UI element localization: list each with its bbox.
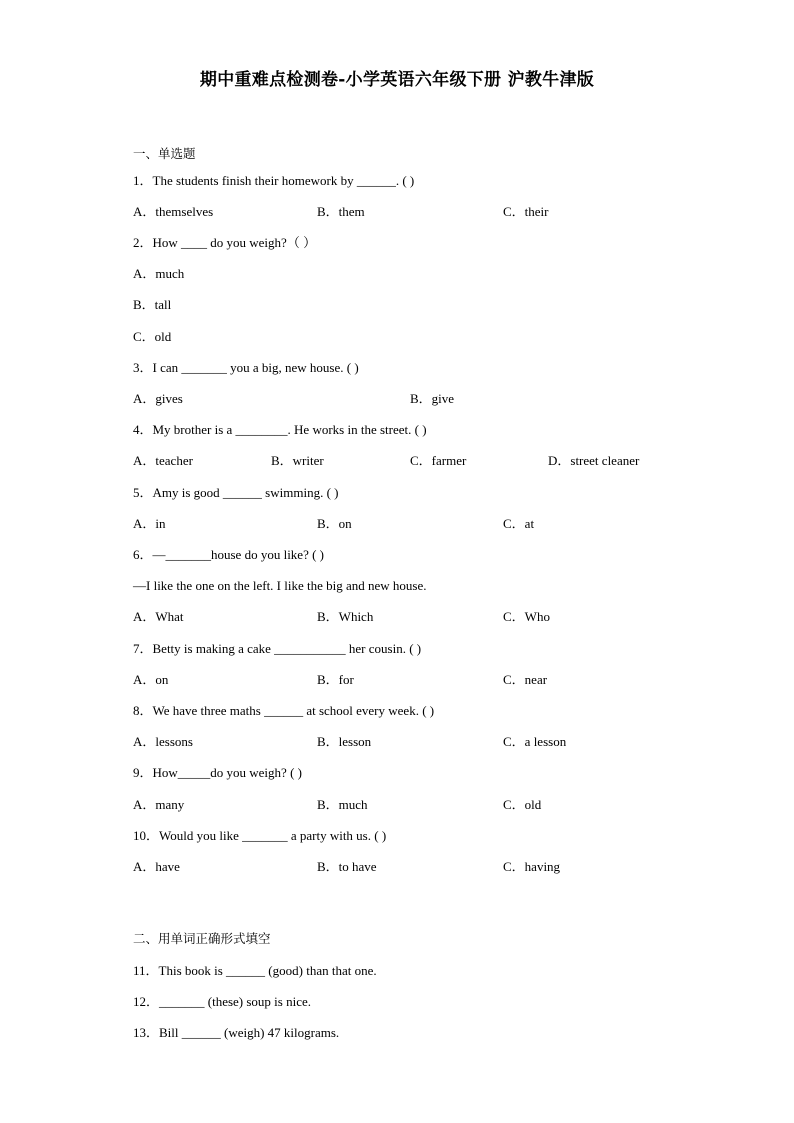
question-10-option-a[interactable]: A．have [133,859,180,874]
question-6-option-b[interactable]: B．Which [317,609,374,624]
question-1-stem: 1．The students finish their homework by ______. ( ) [133,173,415,188]
question-6-stem: 6．—_______house do you like? ( ) [133,547,325,562]
question-9-stem: 9．How_____do you weigh? ( ) [133,765,302,780]
question-11-stem: 11．This book is ______ (good) than that one. [133,963,377,978]
question-9-option-b[interactable]: B．much [317,797,368,812]
question-4-option-c[interactable]: C．farmer [410,453,467,468]
question-10-stem: 10．Would you like _______ a party with us. ( ) [133,828,387,843]
question-3-stem: 3．I can _______ you a big, new house. ( ) [133,360,359,375]
question-4-stem: 4．My brother is a ________. He works in the street. ( ) [133,422,427,437]
question-2-option-c[interactable]: C．old [133,329,172,344]
page-title: 期中重难点检测卷-小学英语六年级下册 沪教牛津版 [199,70,595,90]
question-3-option-a[interactable]: A．gives [133,391,183,406]
question-2-option-a[interactable]: A．much [133,266,185,281]
question-2-option-b[interactable]: B．tall [133,297,172,312]
question-2-stem: 2．How ____ do you weigh?（ ） [133,235,317,250]
section-heading-word-forms: 二、用单词正确形式填空 [133,931,271,946]
question-3-option-b[interactable]: B．give [410,391,455,406]
question-4-option-a[interactable]: A．teacher [133,453,193,468]
question-7-stem: 7．Betty is making a cake ___________ her cousin. ( ) [133,641,422,656]
question-8-option-a[interactable]: A．lessons [133,734,193,749]
question-5-option-a[interactable]: A．in [133,516,166,531]
question-5-option-c[interactable]: C．at [503,516,535,531]
question-5-option-b[interactable]: B．on [317,516,352,531]
question-1-option-b[interactable]: B．them [317,204,365,219]
question-6-option-c[interactable]: C．Who [503,609,550,624]
section-heading-single-choice: 一、单选题 [133,146,196,161]
question-6-reply: —I like the one on the left. I like the big and new house. [133,578,427,593]
question-8-option-c[interactable]: C．a lesson [503,734,567,749]
question-7-option-b[interactable]: B．for [317,672,354,687]
question-1-option-c[interactable]: C．their [503,204,549,219]
question-13-stem: 13．Bill ______ (weigh) 47 kilograms. [133,1025,340,1040]
question-8-stem: 8．We have three maths ______ at school every week. ( ) [133,703,435,718]
question-10-option-c[interactable]: C．having [503,859,561,874]
question-9-option-c[interactable]: C．old [503,797,542,812]
question-7-option-a[interactable]: A．on [133,672,169,687]
question-4-option-d[interactable]: D．street cleaner [548,453,640,468]
question-8-option-b[interactable]: B．lesson [317,734,372,749]
question-9-option-a[interactable]: A．many [133,797,185,812]
question-4-option-b[interactable]: B．writer [271,453,324,468]
question-1-option-a[interactable]: A．themselves [133,204,214,219]
question-10-option-b[interactable]: B．to have [317,859,377,874]
question-6-option-a[interactable]: A．What [133,609,184,624]
question-12-stem: 12．_______ (these) soup is nice. [133,994,312,1009]
question-7-option-c[interactable]: C．near [503,672,548,687]
question-5-stem: 5．Amy is good ______ swimming. ( ) [133,485,339,500]
